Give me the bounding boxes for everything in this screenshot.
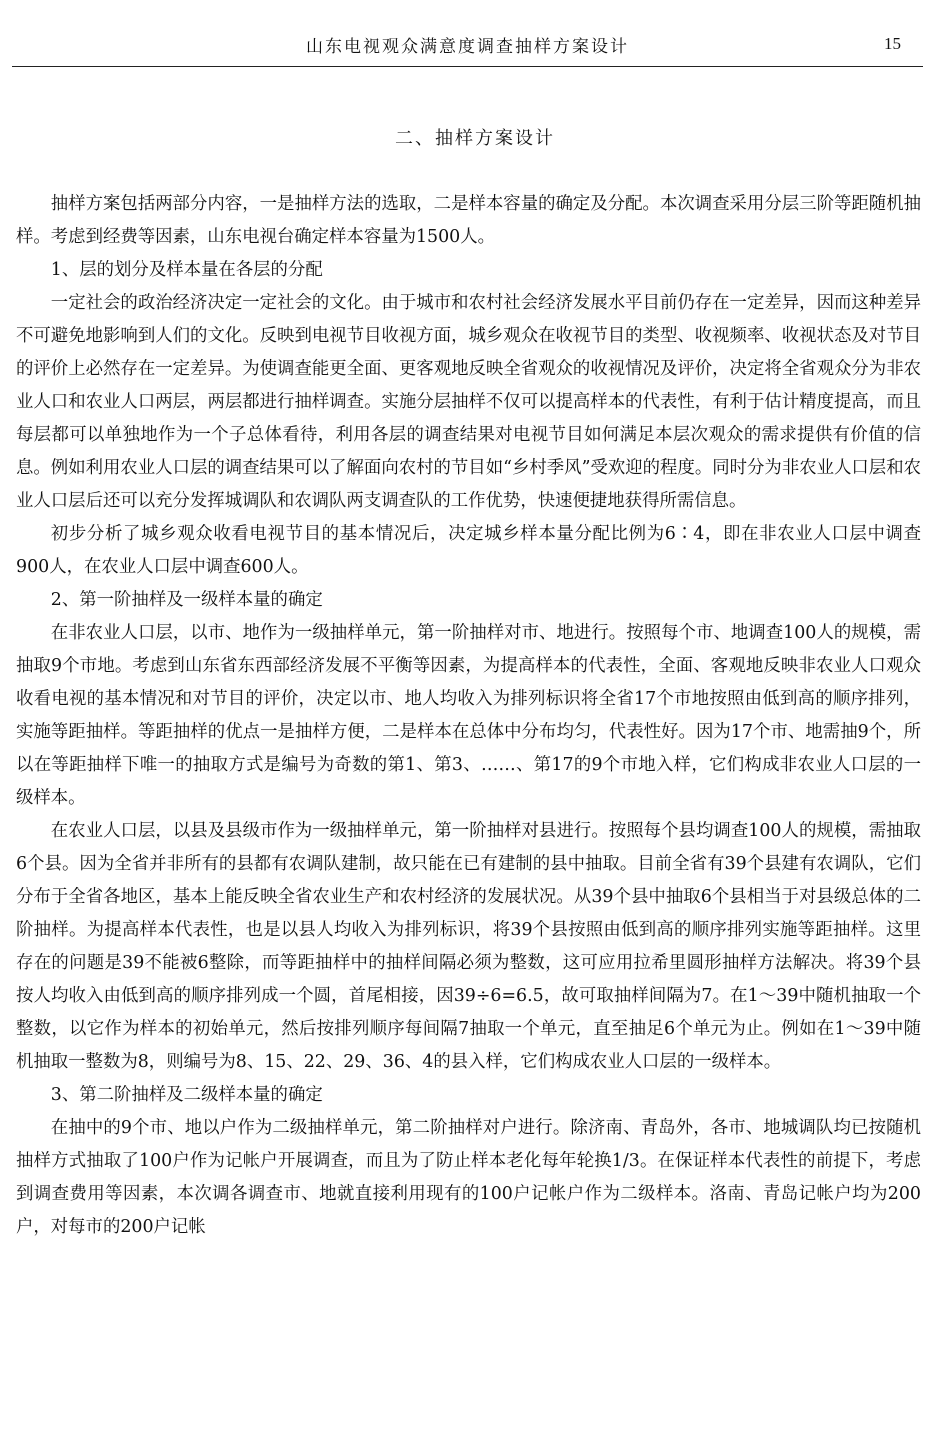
subheading-1: 1、层的划分及样本量在各层的分配 (50, 260, 323, 280)
paragraph-allocation: 初步分析了城乡观众收看电视节目的基本情况后，决定城乡样本量分配比例为6∶4，即在非农业人口层中调查900人，在农业人口层中调查600人。 (16, 524, 921, 577)
paragraph-intro: 抽样方案包括两部分内容，一是抽样方法的选取，二是样本容量的确定及分配。本次调查采用分层三阶等距随机抽样。考虑到经费等因素，山东电视台确定样本容量为1500人。 (16, 194, 921, 247)
page-number: 15 (884, 34, 901, 53)
paragraph-second-stage: 在抽中的9个市、地以户作为二级抽样单元，第二阶抽样对户进行。除济南、青岛外，各市、地城调队均已按随机抽样方式抽取了100户作为记帐户开展调查，而且为了防止样本老化每年轮换1/3。在保证样本代表性的前提下，考虑到调查费用等因素，本次调各调查市、地就直接利用现有的100户记帐户作为二级样本。洛南、青岛记帐户均为200户，对每市的200户记帐 (16, 1118, 921, 1237)
running-title: 山东电视观众满意度调查抽样方案设计 (306, 37, 629, 57)
paragraph-stratification: 一定社会的政治经济决定一定社会的文化。由于城市和农村社会经济发展水平目前仍存在一定差异，因而这种差异不可避免地影响到人们的文化。反映到电视节目收视方面，城乡观众在收视节目的类型、收视频率、收视状态及对节目的评价上必然存在一定差异。为使调查能更全面、更客观地反映全省观众的收视情况及评价，决定将全省观众分为非农业人口和农业人口两层，两层都进行抽样调查。实施分层抽样不仅可以提高样本的代表性，有利于估计精度提高，而且每层都可以单独地作为一个子总体看待，利用各层的调查结果对电视节目如何满足本层次观众的需求提供有价值的信息。例如利用农业人口层的调查结果可以了解面向农村的节目如“乡村季风”受欢迎的程度。同时分为非农业人口层和农业人口层后还可以充分发挥城调队和农调队两支调查队的工作优势，快速便捷地获得所需信息。 (16, 293, 921, 511)
section-title: 二、抽样方案设计 (395, 128, 555, 149)
subheading-3: 3、第二阶抽样及二级样本量的确定 (50, 1085, 323, 1105)
subheading-2: 2、第一阶抽样及一级样本量的确定 (50, 590, 323, 610)
body-text (16, 188, 921, 1244)
paragraph-agricultural: 在农业人口层，以县及县级市作为一级抽样单元，第一阶抽样对县进行。按照每个县均调查100人的规模，需抽取6个县。因为全省并非所有的县都有农调队建制，故只能在已有建制的县中抽取。目前全省有39个县建有农调队，它们分布于全省各地区，基本上能反映全省农业生产和农村经济的发展状况。从39个县中抽取6个县相当于对县级总体的二阶抽样。为提高样本代表性，也是以县人均收入为排列标识，将39个县按照由低到高的顺序排列实施等距抽样。这里存在的问题是39不能被6整除，而等距抽样中的抽样间隔必须为整数，这可应用拉希里圆形抽样方法解决。将39个县按人均收入由低到高的顺序排列成一个圆，首尾相接，因39÷6=6.5，故可取抽样间隔为7。在1～39中随机抽取一个整数，以它作为样本的初始单元，然后按排列顺序每间隔7抽取一个单元，直至抽足6个单元为止。例如在1～39中随机抽取一整数为8，则编号为8、15、22、29、36、4的县入样，它们构成农业人口层的一级样本。 (16, 821, 921, 1072)
page-header (12, 30, 923, 67)
paragraph-nonagricultural: 在非农业人口层，以市、地作为一级抽样单元，第一阶抽样对市、地进行。按照每个市、地调查100人的规模，需抽取9个市地。考虑到山东省东西部经济发展不平衡等因素，为提高样本的代表性，全面、客观地反映非农业人口观众收看电视的基本情况和对节目的评价，决定以市、地人均收入为排列标识将全省17个市地按照由低到高的顺序排列，实施等距抽样。等距抽样的优点一是抽样方便，二是样本在总体中分布均匀，代表性好。因为17个市、地需抽9个，所以在等距抽样下唯一的抽取方式是编号为奇数的第1、第3、……、第17的9个市地入样，它们构成非农业人口层的一级样本。 (16, 623, 921, 808)
